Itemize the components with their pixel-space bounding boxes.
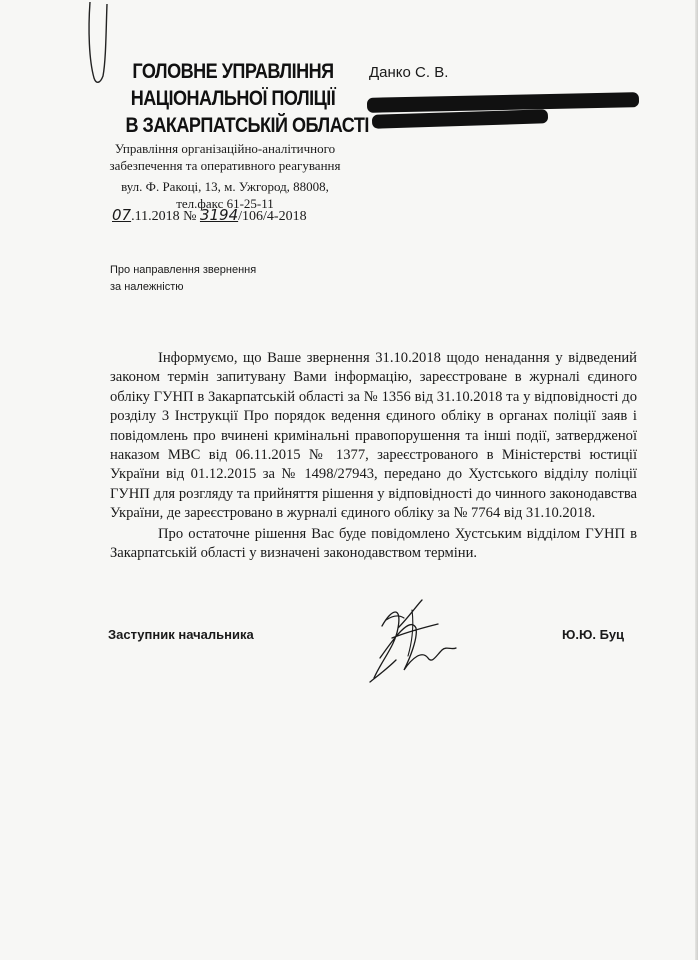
letter-body bbox=[110, 349, 637, 564]
reg-suffix: /106/4-2018 bbox=[238, 209, 307, 224]
body-paragraph-1: Інформуємо, що Ваше звернення 31.10.2018 щодо ненадання у відведений законом термін запитувану Вами інформацію, зареєстроване в журналі єдиного обліку ГУНП в Закарпатській області за № 1356 від 31.10.2018 та у відповідності до розділу 3 Інструкції Про порядок ведення єдиного обліку в органах поліції заяв і повідомлень про вчинені кримінальні правопорушення та інші події, затвердженої наказом МВС від 06.11.2015 № 1377, зареєстрованого в Міністерстві юстиції України від 01.12.2015 за № 1498/27943, передано до Хустського відділу поліції ГУНП для розгляду та прийняття рішення у відповідності до чинного законодавства України, де зареєстровано в журналі єдиного обліку за № 7764 від 31.10.2018. bbox=[110, 350, 637, 522]
body-paragraph-2: Про остаточне рішення Вас буде повідомлено Хустським відділом ГУНП в Закарпатській області у визначені законодавством терміни. bbox=[110, 525, 637, 562]
recipient-name: Данко С. В. bbox=[369, 64, 449, 81]
department-line-1: Управління організаційно-аналітичного bbox=[114, 141, 336, 156]
registration-number bbox=[112, 206, 307, 225]
reg-day: 07 bbox=[112, 206, 132, 224]
agency-line-3: В ЗАКАРПАТСЬКІЙ ОБЛАСТІ bbox=[125, 114, 369, 137]
signatory-name: Ю.Ю. Буц bbox=[562, 627, 625, 642]
reg-month-year: .11.2018 № bbox=[131, 209, 197, 224]
subject-block bbox=[110, 262, 256, 296]
phone: тел.факс 61-25-11 bbox=[176, 196, 274, 211]
subject-line-2: за належністю bbox=[110, 281, 184, 293]
agency-name bbox=[108, 58, 369, 139]
agency-line-1: ГОЛОВНЕ УПРАВЛІННЯ bbox=[132, 60, 334, 83]
department-line-2: забезпечення та оперативного реагування bbox=[109, 158, 341, 173]
reg-number-hand: 3194 bbox=[199, 206, 239, 224]
signatory-title: Заступник начальника bbox=[108, 627, 254, 642]
subject-line-1: Про направлення звернення bbox=[110, 264, 257, 276]
agency-line-2: НАЦІОНАЛЬНОЇ ПОЛІЦІЇ bbox=[130, 87, 336, 110]
address: вул. Ф. Ракоці, 13, м. Ужгород, 88008, bbox=[121, 179, 329, 194]
department-block bbox=[100, 140, 350, 212]
handwritten-mark-icon bbox=[86, 0, 110, 90]
handwritten-signature bbox=[352, 598, 462, 688]
